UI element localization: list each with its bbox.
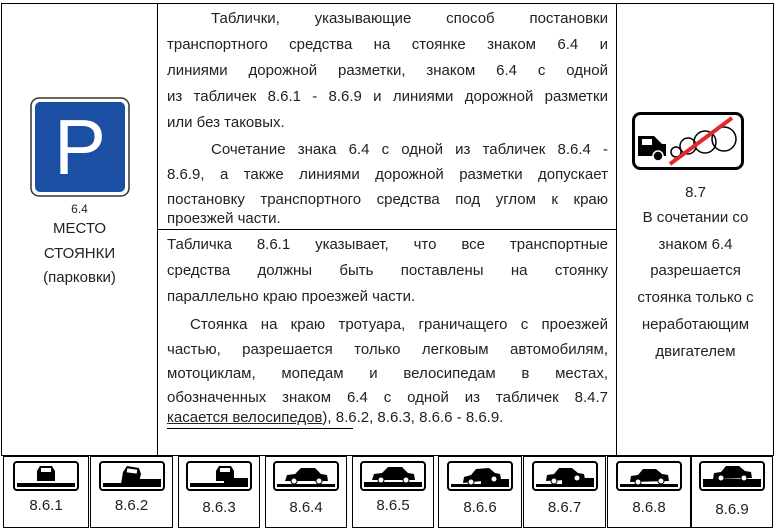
right-text-line: двигателем [655, 343, 736, 360]
underlined-fragment: касается велосипедов [167, 409, 323, 426]
plate-label: 8.6.6 [463, 499, 497, 516]
plate-cell-8-6-9 [691, 456, 773, 528]
plate-8-7 [632, 112, 744, 170]
text-line: средства должны быть поставлены на стоянку [167, 262, 608, 279]
plate-label: 8.6.3 [202, 499, 236, 516]
right-text-line: знаком 6.4 [658, 236, 733, 253]
right-text-line: разрешается [650, 262, 741, 279]
plate-8-6-6-icon [447, 461, 513, 491]
text-line: Стоянка на краю тротуара, граничащего с проезжей [190, 316, 608, 333]
text-line: частью, разрешается только легковым автомобилям, [167, 341, 608, 358]
text-fragment: ), 8.6.2, 8.6.3, 8.6.6 - 8.6.9. [322, 409, 504, 426]
text-line: или без таковых. [167, 114, 285, 131]
right-text-line: В сочетании со [642, 209, 749, 226]
text-line: Таблички, указывающие способ постановки [211, 10, 608, 27]
text-line: Сочетание знака 6.4 с одной из табличек 8.6.4 - [211, 141, 608, 158]
text-line: параллельно краю проезжей части. [167, 288, 416, 305]
text-line: Табличка 8.6.1 указывает, что все транспортные [167, 236, 608, 253]
plate-8-6-5-icon [360, 461, 426, 491]
plate-cell-8-6-2 [90, 456, 173, 528]
plate-8-6-2-icon [99, 461, 165, 491]
underline-rule [167, 428, 353, 429]
plate-8-6-7-icon [532, 461, 598, 491]
text-line: 8.6.9, а также линиями дорожной разметки допускает [167, 166, 608, 183]
sign-letter: P [53, 103, 107, 191]
plate-cell-8-6-5 [352, 456, 434, 528]
text-line: обозначенных знаком 6.4 с одной из табличек 8.4.7 [167, 389, 608, 406]
plate-8-6-9-icon [699, 461, 765, 491]
sign-title-line2: СТОЯНКИ [43, 245, 116, 262]
plate-cell-8-6-3 [178, 456, 260, 528]
plate-label: 8.6.9 [715, 501, 749, 518]
plate-cell-8-6-6 [438, 456, 522, 528]
right-text-line: неработающим [641, 316, 750, 333]
text-line: постановку транспортного средства под углом к краю [167, 191, 608, 208]
plate-cell-8-6-4 [265, 456, 347, 528]
plate-cell-8-6-1 [3, 456, 89, 528]
plate-8-7-code: 8.7 [685, 184, 706, 201]
plate-cell-8-6-7 [523, 456, 606, 528]
parking-sign-6-4 [30, 97, 130, 197]
plate-8-6-8-icon [616, 461, 682, 491]
plate-cell-8-6-8 [607, 456, 691, 528]
text-line: проезжей части. [167, 210, 281, 227]
text-line: линиями дорожной разметки, знаком 6.4 с одной [167, 62, 608, 79]
plate-label: 8.6.8 [632, 499, 666, 516]
plate-label: 8.6.5 [376, 497, 410, 514]
text-line: из табличек 8.6.1 - 8.6.9 и линиями дорожной разметки [167, 88, 608, 105]
text-line: мотоциклам, мопедам и велосипедам в местах, [167, 365, 608, 382]
sign-title-line1: МЕСТО [53, 220, 106, 237]
plate-label: 8.6.2 [114, 497, 149, 514]
plate-label: 8.6.7 [547, 499, 582, 516]
plate-label: 8.6.1 [29, 497, 63, 514]
sign-title-line3: (парковки) [43, 269, 116, 286]
plate-8-6-3-icon [186, 461, 252, 491]
plate-8-6-1-icon [13, 461, 79, 491]
sign-code: 6.4 [71, 202, 88, 216]
right-text-line: стоянка только с [637, 289, 754, 306]
plate-label: 8.6.4 [289, 499, 323, 516]
text-line: транспортного средства на стоянке знаком 6.4 и [167, 36, 608, 53]
plate-8-6-4-icon [273, 461, 339, 491]
